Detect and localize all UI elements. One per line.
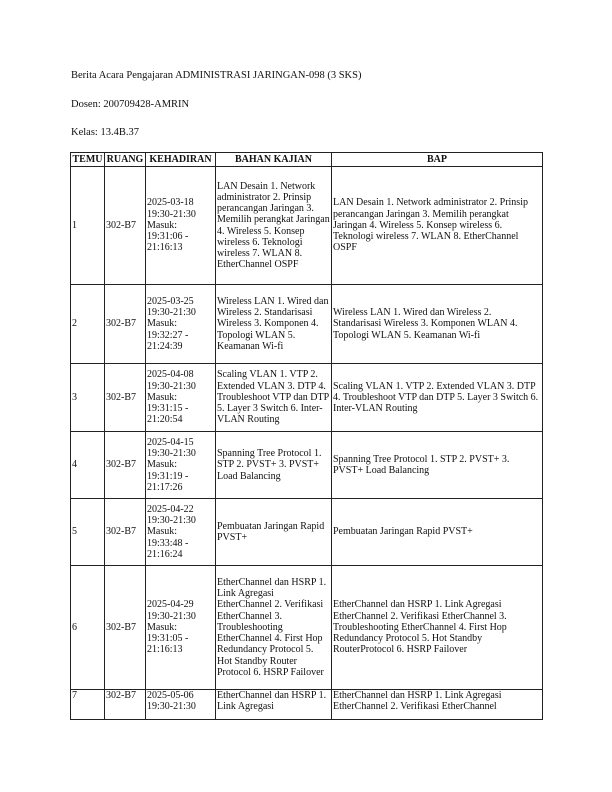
header-ruang: RUANG bbox=[105, 153, 146, 167]
cell-bap: Spanning Tree Protocol 1. STP 2. PVST+ 3. PVST+ Load Balancing bbox=[332, 432, 543, 499]
cell-ruang: 302-B7 bbox=[105, 499, 146, 566]
cell-temu: 6 bbox=[71, 566, 105, 690]
cell-kehadiran: 2025-03-18 19:30-21:30 Masuk: 19:31:06 - 21:16:13 bbox=[146, 167, 216, 285]
cell-temu: 1 bbox=[71, 167, 105, 285]
cell-kehadiran: 2025-05-06 19:30-21:30 bbox=[146, 690, 216, 720]
lecturer-info: Dosen: 200709428-AMRIN bbox=[71, 99, 190, 110]
cell-bap: EtherChannel dan HSRP 1. Link Agregasi EtherChannel 2. Verifikasi EtherChannel 3. Troubleshooting EtherChannel 4. First Hop Redundancy Protocol 5. Hot Standby RouterProtocol 6. HSRP Failover bbox=[332, 566, 543, 690]
table-row bbox=[71, 167, 543, 285]
table-row bbox=[71, 499, 543, 566]
cell-bap: Wireless LAN 1. Wired dan Wireless 2. Standarisasi Wireless 3. Komponen WLAN 4. Topologi WLAN 5. Keamanan Wi-fi bbox=[332, 285, 543, 364]
cell-ruang: 302-B7 bbox=[105, 690, 146, 720]
header-kehadiran: KEHADIRAN bbox=[146, 153, 216, 167]
header-bahan-kajian: BAHAN KAJIAN bbox=[216, 153, 332, 167]
cell-bahan-kajian: Pembuatan Jaringan Rapid PVST+ bbox=[216, 499, 332, 566]
cell-bahan-kajian: LAN Desain 1. Network administrator 2. Prinsip perancangan Jaringan 3. Memilih perangkat Jaringan 4. Wireless 5. Konsep wireless 6. Teknologi wireless 7. WLAN 8. EtherChannel OSPF bbox=[216, 167, 332, 285]
cell-bap: Pembuatan Jaringan Rapid PVST+ bbox=[332, 499, 543, 566]
document-title: Berita Acara Pengajaran ADMINISTRASI JARINGAN-098 (3 SKS) bbox=[71, 70, 362, 81]
header-bap: BAP bbox=[332, 153, 543, 167]
cell-kehadiran: 2025-04-29 19:30-21:30 Masuk: 19:31:05 - 21:16:13 bbox=[146, 566, 216, 690]
table-row bbox=[71, 364, 543, 432]
cell-kehadiran: 2025-03-25 19:30-21:30 Masuk: 19:32:27 - 21:24:39 bbox=[146, 285, 216, 364]
cell-ruang: 302-B7 bbox=[105, 167, 146, 285]
cell-temu: 4 bbox=[71, 432, 105, 499]
cell-ruang: 302-B7 bbox=[105, 364, 146, 432]
table-header-row bbox=[71, 153, 543, 167]
cell-bahan-kajian: EtherChannel dan HSRP 1. Link Agregasi EtherChannel 2. Verifikasi EtherChannel 3. Troubleshooting EtherChannel 4. First Hop Redundancy Protocol 5. Hot Standby Router Protocol 6. HSRP Failover bbox=[216, 566, 332, 690]
cell-bap: EtherChannel dan HSRP 1. Link Agregasi EtherChannel 2. Verifikasi EtherChannel bbox=[332, 690, 543, 720]
cell-ruang: 302-B7 bbox=[105, 566, 146, 690]
cell-bahan-kajian: Wireless LAN 1. Wired dan Wireless 2. Standarisasi Wireless 3. Komponen 4. Topologi WLAN 5. Keamanan Wi-fi bbox=[216, 285, 332, 364]
table-row bbox=[71, 432, 543, 499]
cell-temu: 7 bbox=[71, 690, 105, 720]
table-row bbox=[71, 285, 543, 364]
cell-kehadiran: 2025-04-15 19:30-21:30 Masuk: 19:31:19 - 21:17:26 bbox=[146, 432, 216, 499]
cell-ruang: 302-B7 bbox=[105, 285, 146, 364]
cell-bahan-kajian: Scaling VLAN 1. VTP 2. Extended VLAN 3. DTP 4. Troubleshoot VTP dan DTP 5. Layer 3 Switch 6. Inter-VLAN Routing bbox=[216, 364, 332, 432]
attendance-table bbox=[70, 152, 543, 720]
cell-bap: LAN Desain 1. Network administrator 2. Prinsip perancangan Jaringan 3. Memilih perangkat Jaringan 4. Wireless 5. Konsep wireless 6. Teknologi wireless 7. WLAN 8. EtherChannel OSPF bbox=[332, 167, 543, 285]
cell-kehadiran: 2025-04-08 19:30-21:30 Masuk: 19:31:15 - 21:20:54 bbox=[146, 364, 216, 432]
cell-temu: 3 bbox=[71, 364, 105, 432]
class-info: Kelas: 13.4B.37 bbox=[71, 127, 139, 138]
cell-kehadiran: 2025-04-22 19:30-21:30 Masuk: 19:33:48 - 21:16:24 bbox=[146, 499, 216, 566]
header-temu: TEMU bbox=[72, 153, 103, 165]
cell-ruang: 302-B7 bbox=[105, 432, 146, 499]
table-row bbox=[71, 566, 543, 690]
cell-bahan-kajian: Spanning Tree Protocol 1. STP 2. PVST+ 3. PVST+ Load Balancing bbox=[216, 432, 332, 499]
table-row bbox=[71, 690, 543, 720]
cell-temu: 5 bbox=[71, 499, 105, 566]
cell-bahan-kajian: EtherChannel dan HSRP 1. Link Agregasi bbox=[216, 690, 332, 720]
cell-bap: Scaling VLAN 1. VTP 2. Extended VLAN 3. DTP 4. Troubleshoot VTP dan DTP 5. Layer 3 Switch 6. Inter-VLAN Routing bbox=[332, 364, 543, 432]
cell-temu: 2 bbox=[71, 285, 105, 364]
